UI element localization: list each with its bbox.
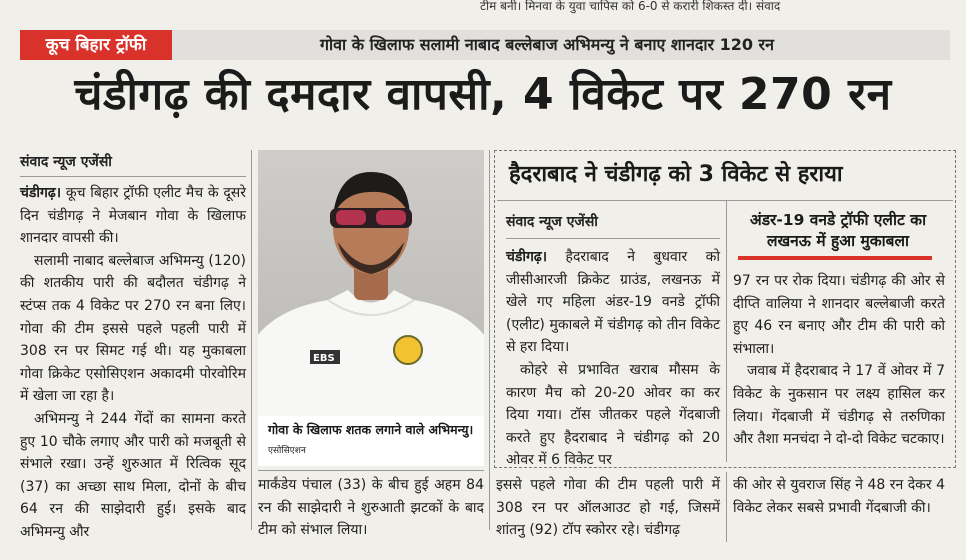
column-rule [726, 200, 727, 462]
caption-text: गोवा के खिलाफ शतक लगाने वाले अभिमन्यु। [268, 422, 474, 437]
photo-credit: एसोसिएशन [268, 446, 306, 456]
kicker-bar [20, 30, 950, 60]
byline: संवाद न्यूज एजेंसी [20, 154, 112, 170]
box-story-body [506, 246, 720, 472]
main-headline: चंडीगढ़ की दमदार वापसी, 4 विकेट पर 270 रन [74, 69, 892, 120]
photo-caption [258, 416, 484, 466]
paragraph: हैदराबाद ने बुधवार को जीसीआरजी क्रिकेट ग्राउंड, लखनऊ में खेले गए महिला अंडर-19 वनडे ट्रॉफी (एलीट) मुकाबले में चंडीगढ़ को तीन विकेट से हरा दिया। [506, 249, 720, 356]
divider [497, 200, 953, 201]
paragraph: कोहरे से प्रभावित खराब मौसम के कारण मैच को 20-20 ओवर का कर दिया गया। टॉस जीतकर पहले गेंदबाजी करते हुए हैदराबाद ने चंडीगढ़ को 20 ओवर में 6 विकेट पर [506, 361, 720, 469]
box-headline: हैदराबाद ने चंडीगढ़ को 3 विकेट से हराया [495, 151, 955, 199]
subhead-underline [738, 256, 932, 260]
paragraph: अभिमन्यु ने 244 गेंदों का सामना करते हुए 10 चौके लगाए और पारी को मजबूती से संभाले रखा। उन्हें शुरुआत में रित्विक सूद (37) का अच्छा साथ मिला, दोनों के बीच 64 रन की साझेदारी हुई। इसके बाद अभिमन्यु और [20, 410, 246, 540]
paragraph: 97 रन पर रोक दिया। चंडीगढ़ की ओर से दीप्ति वालिया ने शानदार बल्लेबाजी करते हुए 46 रन बनाए और टीम की पारी को संभाला। [733, 273, 945, 357]
section-label: कूच बिहार ट्रॉफी [20, 30, 172, 60]
column-rule [251, 150, 252, 530]
paragraph: मार्कंडेय पंचाल (33) के बीच हुई अहम 84 रन की साझेदारी ने शुरुआती झटकों के बाद टीम को संभाल लिया। [258, 477, 484, 539]
divider [506, 238, 720, 239]
left-story-body [20, 182, 246, 544]
box-subheadline: अंडर-19 वनडे ट्रॉफी एलीट का लखनऊ में हुआ मुकाबला [749, 211, 927, 250]
dateline: चंडीगढ़। [506, 249, 548, 265]
previous-article-fragment: टीम बनी। मिनवा के युवा चापिस को 6-0 से करारी शिकस्त दी। संवाद [480, 0, 781, 13]
paragraph: इससे पहले गोवा की टीम पहली पारी में 308 रन पर ऑलआउट हो गई, जिसमें शांतनु (92) टॉप स्कोरर रहे। चंडीगढ़ [496, 477, 720, 539]
dateline: चंडीगढ़। [20, 185, 62, 201]
box-story-body-right [733, 270, 945, 451]
paragraph: जवाब में हैदराबाद ने 17 वें ओवर में 7 विकेट के नुकसान पर लक्ष्य हासिल कर लिया। गेंदबाजी में चंडीगढ़ से तरुणिका और तैशा मनचंदा ने दो-दो विकेट चटकाए। [733, 363, 945, 448]
paragraph: कूच बिहार ट्रॉफी एलीट मैच के दूसरे दिन चंडीगढ़ ने मेजबान गोवा के खिलाफ शानदार वापसी की। [20, 185, 246, 247]
kicker-text: गोवा के खिलाफ सलामी नाबाद बल्लेबाज अभिमन्यु ने बनाए शानदार 120 रन [320, 35, 774, 54]
left-story-tail-right [733, 474, 945, 519]
left-story-continued [258, 474, 484, 542]
paragraph: की ओर से युवराज सिंह ने 48 रन देकर 4 विकेट लेकर सबसे प्रभावी गेंदबाजी की। [733, 477, 946, 516]
column-rule [726, 472, 727, 542]
player-photo [258, 150, 484, 416]
paragraph: सलामी नाबाद बल्लेबाज अभिमन्यु (120) की शतकीय पारी की बदौलत चंडीगढ़ ने स्टंप्स तक 4 विकेट पर 270 रन बना लिए। गोवा की टीम इससे पहले पहली पारी में 308 रन पर सिमट गई थी। यह मुकाबला गोवा क्रिकेट एसोसिएशन अकादमी पोरवोरिम में खेला जा रहा है। [20, 252, 246, 405]
divider [258, 470, 484, 471]
column-rule [489, 150, 490, 530]
byline: संवाद न्यूज एजेंसी [506, 214, 598, 230]
shirt-sponsor-text: EBS [313, 353, 335, 364]
left-story-tail [496, 474, 720, 542]
divider [20, 176, 246, 177]
player-portrait-image [258, 150, 484, 416]
